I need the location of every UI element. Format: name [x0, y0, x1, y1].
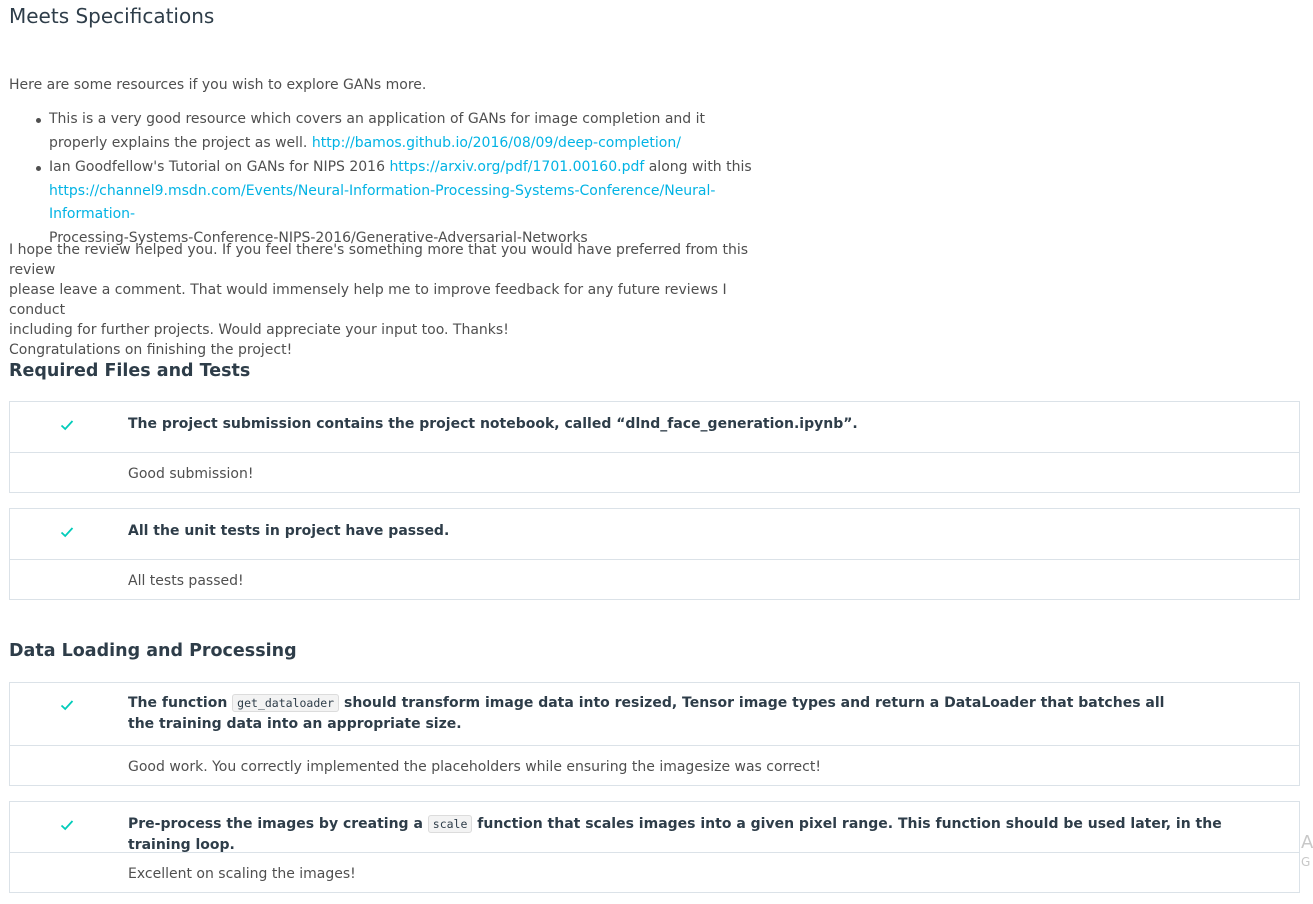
- rubric-spec: [10, 683, 1299, 746]
- closing-line: Congratulations on finishing the project!: [9, 342, 293, 358]
- resource-item: [49, 108, 749, 155]
- edge-overlay-letter: A: [1301, 832, 1313, 853]
- rubric-spec: [10, 402, 1299, 453]
- rubric-spec-text: Pre-process the images by creating a: [128, 816, 428, 832]
- resource-link[interactable]: http://bamos.github.io/2016/08/09/deep-completion/: [311, 134, 681, 151]
- checkmark-icon: [60, 818, 74, 832]
- rubric-spec-text: should transform image data into resized, Tensor image types and return a DataLoader that batches all the training data into an appropriate size.: [128, 695, 1165, 732]
- inline-code: get_dataloader: [232, 694, 339, 712]
- intro-lead: Here are some resources if you wish to explore GANs more.: [9, 77, 427, 93]
- rubric-spec: [10, 509, 1299, 560]
- resource-link-2[interactable]: https://channel9.msdn.com/Events/Neural-Information-Processing-Systems-Conference/Neural-Information-: [49, 182, 716, 222]
- resource-text-after: along with this: [644, 159, 752, 175]
- rubric-spec-text: The project submission contains the project notebook, called “dlnd_face_generation.ipynb”.: [128, 416, 858, 432]
- rubric-spec-text: The function: [128, 695, 233, 711]
- rubric-comment: Good work. You correctly implemented the placeholders while ensuring the imagesize was correct!: [128, 759, 821, 775]
- inline-code: scale: [428, 815, 473, 833]
- rubric-item: [9, 682, 1300, 786]
- checkmark-icon: [60, 698, 74, 712]
- rubric-comment: Good submission!: [128, 466, 254, 482]
- closing-line: including for further projects. Would appreciate your input too. Thanks!: [9, 322, 509, 338]
- rubric-comment: Excellent on scaling the images!: [128, 866, 356, 882]
- checkmark-icon: [60, 525, 74, 539]
- resource-text: Ian Goodfellow's Tutorial on GANs for NIPS 2016: [49, 159, 390, 175]
- rubric-comment: All tests passed!: [128, 573, 244, 589]
- intro-block: [9, 75, 769, 251]
- rubric-spec-text: All the unit tests in project have passed.: [128, 523, 450, 539]
- rubric-spec: [10, 802, 1299, 853]
- resource-link-tail: Processing-Systems-Conference-NIPS-2016/Generative-Adversarial-Networks: [49, 229, 588, 246]
- rubric-item: [9, 508, 1300, 600]
- rubric-item: [9, 801, 1300, 893]
- section-title-data-loading: Data Loading and Processing: [9, 641, 297, 661]
- closing-line: please leave a comment. That would immensely help me to improve feedback for any future reviews I conduct: [9, 282, 727, 318]
- rubric-item: [9, 401, 1300, 493]
- rubric-spec-text: function that scales images into a given pixel range. This function should be used later, in the training loop.: [128, 816, 1222, 853]
- edge-overlay-letter: G: [1301, 855, 1311, 869]
- closing-message: [9, 240, 769, 360]
- page-title: Meets Specifications: [9, 4, 215, 28]
- resource-list: [9, 108, 769, 250]
- resource-link[interactable]: https://arxiv.org/pdf/1701.00160.pdf: [389, 159, 645, 175]
- checkmark-icon: [60, 418, 74, 432]
- resource-item: [49, 156, 769, 250]
- closing-line: I hope the review helped you. If you feel there's something more that you would have preferred from this review: [9, 242, 749, 278]
- resource-text: This is a very good resource which covers an application of GANs for image completion and it properly explains the project as well.: [49, 111, 706, 151]
- section-title-required-files: Required Files and Tests: [9, 361, 251, 381]
